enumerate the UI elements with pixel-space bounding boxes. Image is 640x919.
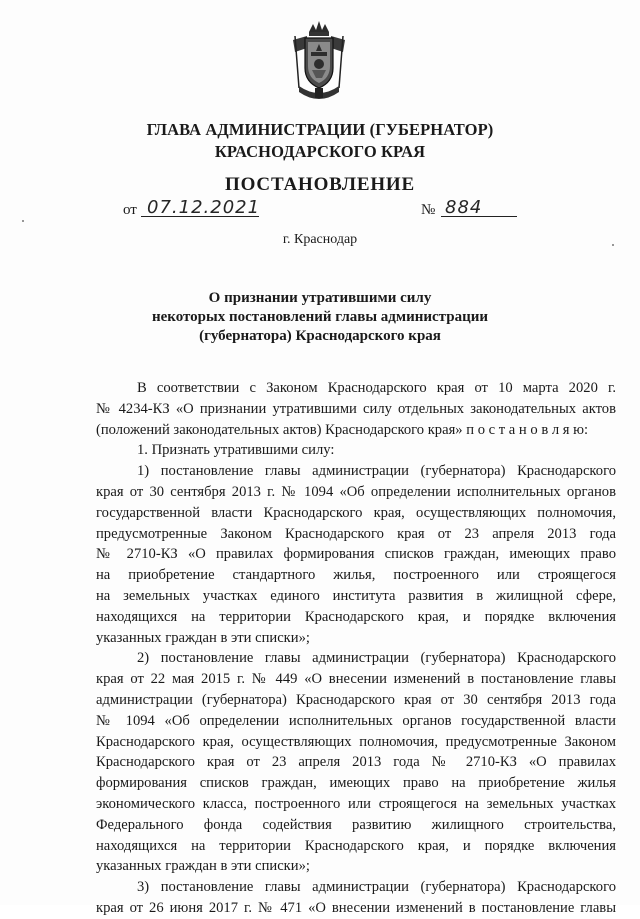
krasnodar-coat-of-arms-icon — [289, 18, 349, 106]
body-line: предусмотренные Законом Краснодарского края от 23 апреля 2013 года — [96, 525, 616, 542]
organization-name-line2: КРАСНОДАРСКОГО КРАЯ — [214, 142, 426, 161]
number-handwritten-value: 884 — [445, 197, 483, 218]
date-field — [141, 194, 259, 217]
organization-name-line1: ГЛАВА АДМИНИСТРАЦИИ (ГУБЕРНАТОР) — [146, 120, 494, 139]
body-line: Краснодарского края от 23 апреля 2013 года № 2710-КЗ «О правилах — [96, 754, 616, 771]
body-line: находящихся на территории Краснодарского края, и порядке включения — [96, 608, 616, 625]
document-title-line1: О признании утратившими силу — [208, 290, 432, 306]
body-line: В соответствии с Законом Краснодарского края от 10 марта 2020 г. — [137, 380, 616, 396]
number-field — [441, 194, 517, 217]
body-line: указанных граждан в эти списки»; — [96, 629, 310, 646]
body-line: Федерального фонда содействия развитию жилищного строительства, — [96, 816, 616, 833]
body-line: государственной власти Краснодарского края, осуществляющих полномочия, — [96, 504, 616, 521]
body-line: края от 26 июня 2017 г. № 471 «О внесении изменений в постановление главы — [96, 899, 616, 916]
document-title-line2: некоторых постановлений главы администрации — [151, 309, 489, 325]
body-line: администрации (губернатора) Краснодарского края от 30 сентября 2013 года — [96, 691, 616, 708]
body-line: экономического класса, построенного или строящегося на земельных участках — [96, 795, 616, 812]
body-line: (положений законодательных актов) Краснодарского края» п о с т а н о в л я ю: — [96, 421, 589, 438]
date-handwritten-value: 07.12.2021 — [147, 197, 261, 218]
body-line: 2) постановление главы администрации (губернатора) Краснодарского — [137, 650, 616, 667]
body-line: на приобретение стандартного жилья, построенного или строящегося — [96, 567, 616, 584]
body-line: 3) постановление главы администрации (губернатора) Краснодарского — [137, 879, 616, 896]
body-line: № 1094 «Об определении исполнительных органов государственной власти — [96, 712, 616, 729]
body-line: формирования списков граждан, имеющих право на приобретение жилья — [96, 775, 616, 792]
body-line: № 2710-КЗ «О правилах формирования списков граждан, имеющих право — [96, 546, 616, 563]
document-type: ПОСТАНОВЛЕНИЕ — [225, 174, 415, 195]
scan-speck — [22, 220, 24, 222]
city: г. Краснодар — [282, 232, 358, 247]
body-line: 1. Признать утратившими силу: — [137, 442, 335, 459]
body-line: края от 30 сентября 2013 г. № 1094 «Об определении исполнительных органов — [96, 483, 616, 500]
body-line: края от 22 мая 2015 г. № 449 «О внесении изменений в постановление главы — [96, 671, 616, 688]
body-line: Краснодарского края, осуществляющих полномочия, предусмотренные Законом — [96, 733, 616, 750]
body-line: на земельных участках единого института развития в жилищной сфере, — [96, 587, 616, 604]
document-body — [96, 378, 616, 919]
number-label: № — [421, 202, 436, 218]
body-line: № 4234-КЗ «О признании утратившими силу отдельных законодательных актов — [96, 400, 616, 417]
body-line: указанных граждан в эти списки»; — [96, 858, 310, 875]
date-label: от — [123, 202, 137, 218]
document-title-line3: (губернатора) Краснодарского края — [199, 328, 441, 344]
body-line: находящихся на территории Краснодарского края, и порядке включения — [96, 837, 616, 854]
scan-speck — [612, 244, 614, 246]
body-line: 1) постановление главы администрации (губернатора) Краснодарского — [137, 463, 616, 480]
